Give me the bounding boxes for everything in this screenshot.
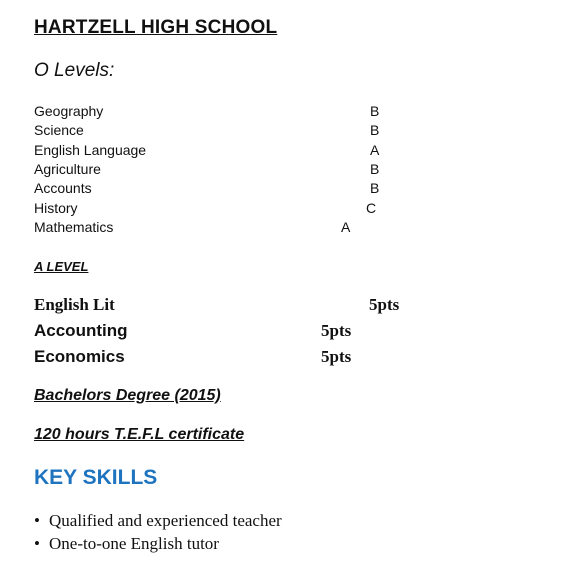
o-level-subject: Accounts	[34, 180, 92, 196]
o-level-subject: History	[34, 200, 78, 216]
a-level-subject: Accounting	[34, 321, 128, 340]
skill-item	[34, 534, 219, 554]
qualification-tefl: 120 hours T.E.F.L certificate	[34, 426, 245, 443]
a-level-subject: Economics	[34, 347, 125, 366]
o-level-subject: Agriculture	[34, 161, 101, 177]
o-levels-heading: O Levels:	[34, 60, 115, 81]
o-level-grade: B	[370, 122, 380, 138]
bullet-icon: •	[34, 534, 40, 553]
skill-item	[34, 511, 282, 531]
o-level-subject: English Language	[34, 142, 147, 158]
skill-text: One-to-one English tutor	[49, 534, 219, 553]
o-level-grade: B	[370, 180, 380, 196]
a-level-points: 5pts	[369, 295, 400, 314]
key-skills-heading: KEY SKILLS	[34, 466, 158, 489]
o-level-grade: A	[370, 142, 380, 158]
skill-text: Qualified and experienced teacher	[49, 511, 282, 530]
o-level-subject: Mathematics	[34, 219, 114, 235]
o-level-subject: Science	[34, 122, 84, 138]
bullet-icon: •	[34, 511, 40, 530]
a-level-subject: English Lit	[34, 295, 115, 314]
o-level-grade: B	[370, 161, 380, 177]
o-level-grade: B	[370, 103, 380, 119]
a-level-heading: A LEVEL	[34, 259, 89, 274]
qualification-bachelors: Bachelors Degree (2015)	[34, 387, 221, 404]
a-level-points: 5pts	[321, 321, 352, 340]
a-level-points: 5pts	[321, 347, 352, 366]
o-level-grade: C	[366, 200, 377, 216]
school-name: HARTZELL HIGH SCHOOL	[34, 17, 278, 38]
o-level-grade: A	[341, 219, 351, 235]
o-level-subject: Geography	[34, 103, 104, 119]
